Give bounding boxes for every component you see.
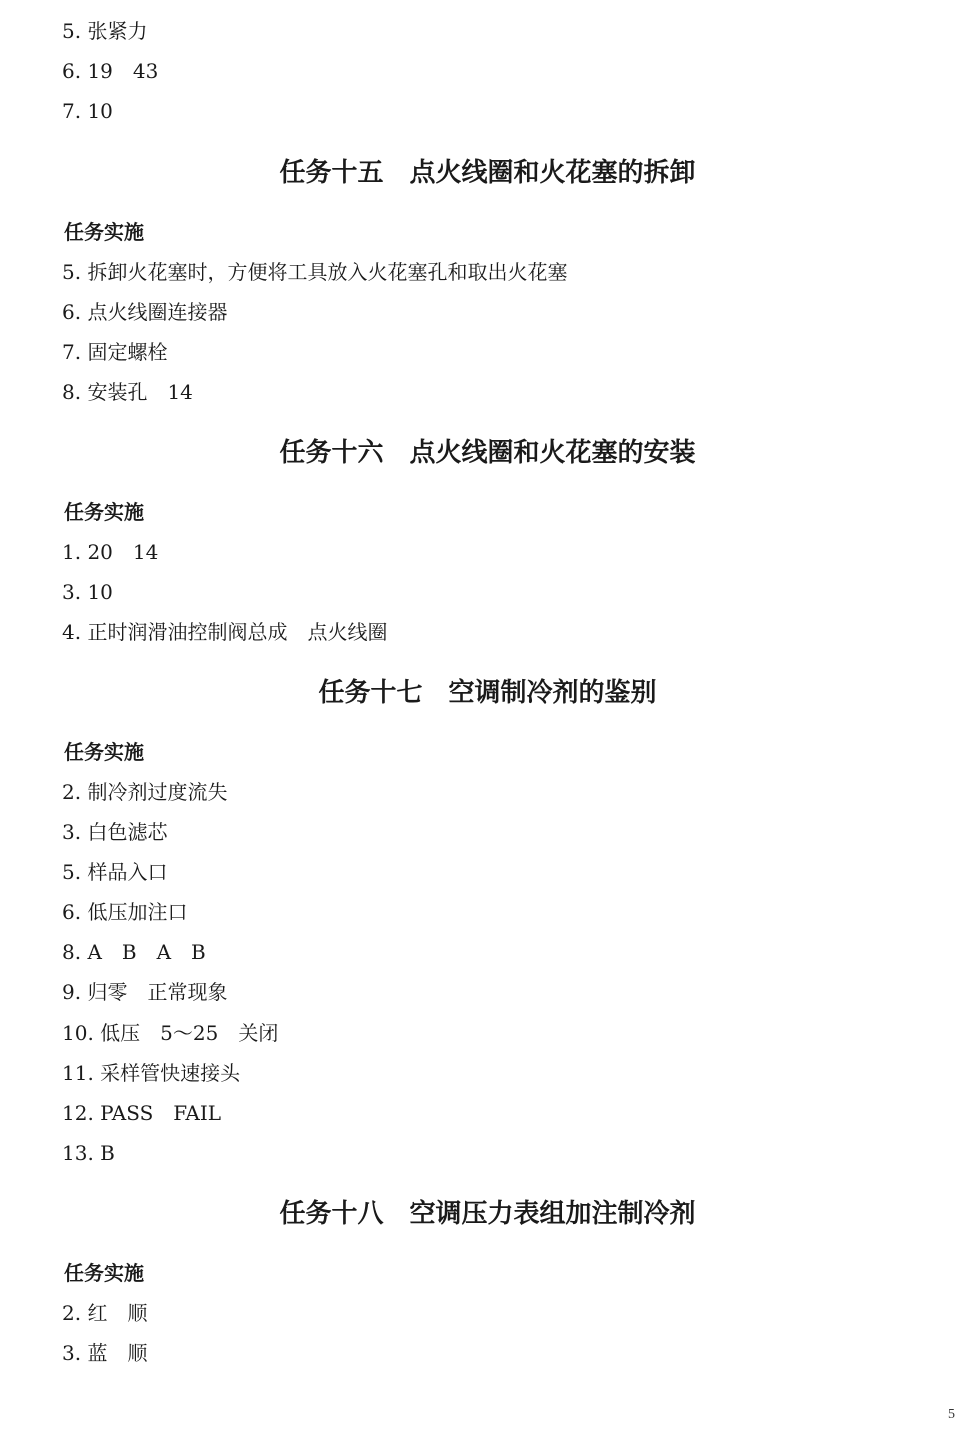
list-item: 10. 低压 5～25 关闭	[62, 1021, 279, 1045]
section-label: 任务实施	[64, 740, 144, 764]
list-item: 11. 采样管快速接头	[62, 1061, 241, 1085]
list-item: 5. 张紧力	[62, 19, 148, 43]
section-heading: 任务十八 空调压力表组加注制冷剂	[279, 1199, 696, 1229]
list-item: 3. 白色滤芯	[62, 820, 168, 844]
list-item: 2. 红 顺	[62, 1301, 148, 1325]
list-item: 8. 安装孔 14	[62, 380, 193, 404]
list-item: 12. PASS FAIL	[62, 1101, 222, 1125]
list-item: 5. 样品入口	[62, 860, 168, 884]
list-item: 6. 点火线圈连接器	[62, 300, 228, 324]
list-item: 6. 19 43	[62, 59, 159, 83]
list-item: 3. 蓝 顺	[62, 1341, 148, 1365]
list-item: 8. A B A B	[62, 940, 206, 964]
list-item: 6. 低压加注口	[62, 900, 188, 924]
list-item: 3. 10	[62, 580, 113, 604]
section-label: 任务实施	[64, 1261, 144, 1285]
section-heading: 任务十七 空调制冷剂的鉴别	[318, 678, 657, 708]
list-item: 7. 固定螺栓	[62, 340, 168, 364]
list-item: 13. B	[62, 1141, 115, 1165]
list-item: 1. 20 14	[62, 540, 159, 564]
section-label: 任务实施	[64, 220, 144, 244]
list-item: 7. 10	[62, 99, 113, 123]
page-number: 5	[948, 1407, 955, 1422]
section-heading: 任务十六 点火线圈和火花塞的安装	[279, 438, 696, 468]
section-label: 任务实施	[64, 500, 144, 524]
list-item: 4. 正时润滑油控制阀总成 点火线圈	[62, 620, 388, 644]
list-item: 2. 制冷剂过度流失	[62, 780, 228, 804]
list-item: 9. 归零 正常现象	[62, 980, 228, 1004]
section-heading: 任务十五 点火线圈和火花塞的拆卸	[279, 158, 696, 188]
list-item: 5. 拆卸火花塞时，方便将工具放入火花塞孔和取出火花塞	[62, 260, 568, 284]
